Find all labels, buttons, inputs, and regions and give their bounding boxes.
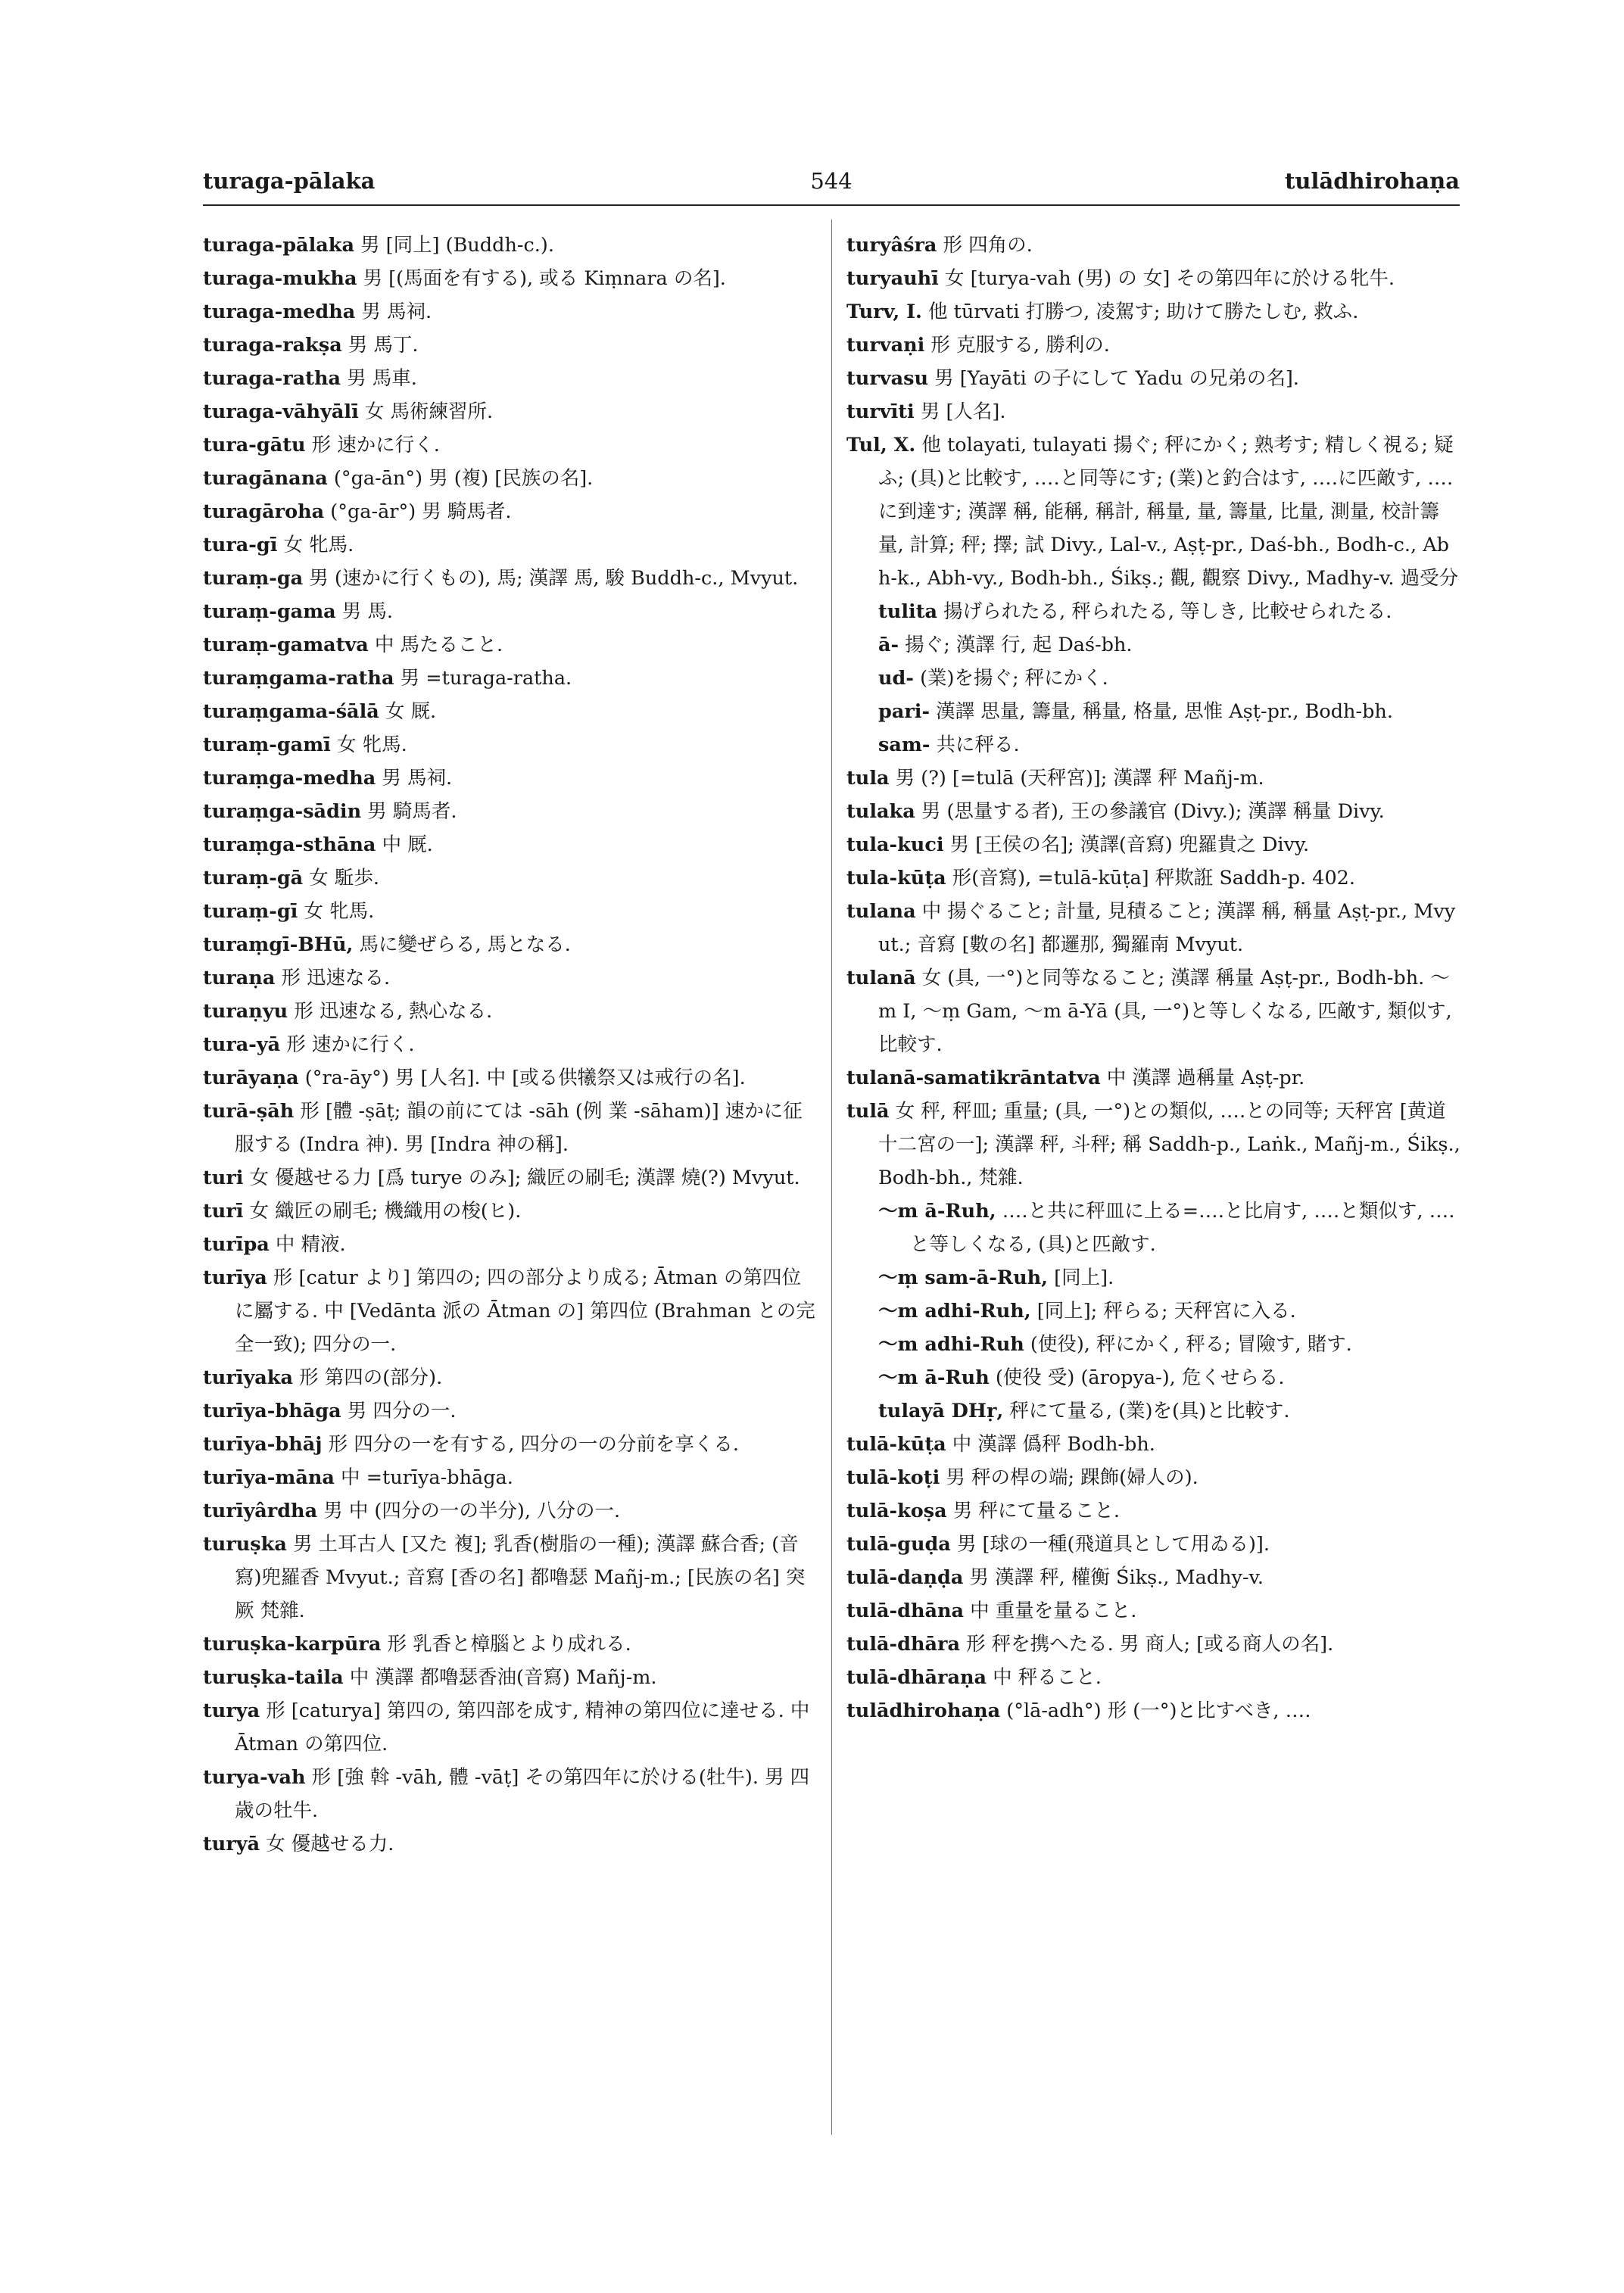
sub-entry — [846, 1261, 1461, 1294]
definition: (°lā-adh°) 形 (一°)と比すべき, ‥‥ — [1000, 1699, 1311, 1722]
headword: tulanā-samatikrāntatva — [846, 1067, 1101, 1089]
definition: 男 漢譯 秤, 權衡 Śikṣ., Madhy-v. — [963, 1566, 1264, 1589]
headword: pari- — [878, 700, 930, 723]
definition: 揚ぐ; 漢譯 行, 起 Daś-bh. — [899, 634, 1133, 656]
definition: 中 漢譯 過稱量 Aṣṭ-pr. — [1100, 1067, 1305, 1089]
headword: turaṃga-sādin — [203, 800, 362, 823]
dictionary-entry — [203, 428, 818, 462]
definition: 形 迅速なる, 熱心なる. — [288, 1000, 493, 1023]
definition: 中 漢譯 僞秤 Bodh-bh. — [946, 1433, 1155, 1456]
dictionary-entry — [846, 428, 1461, 595]
headword: tura-gātu — [203, 434, 306, 456]
headword: tulā-daṇḍa — [846, 1566, 964, 1589]
dictionary-entry — [203, 1428, 818, 1461]
definition: 形 速かに行く. — [280, 1033, 415, 1056]
dictionary-entry — [846, 861, 1461, 895]
dictionary-entry — [203, 495, 818, 528]
dictionary-entry — [203, 928, 818, 961]
dictionary-entry — [203, 628, 818, 662]
dictionary-entry — [203, 995, 818, 1028]
headword: turaṃ-ga — [203, 567, 304, 590]
headword: turaṃga-medha — [203, 767, 376, 790]
headword: sam- — [878, 734, 930, 756]
dictionary-entry — [203, 1095, 818, 1161]
definition: [同上]; 秤らる; 天秤宮に入る. — [1030, 1300, 1296, 1323]
dictionary-entry — [203, 295, 818, 329]
column-divider — [831, 220, 832, 2135]
headword: turīyaka — [203, 1366, 293, 1389]
dictionary-entry — [846, 828, 1461, 861]
definition: 男 [王侯の名]; 漢譯(音寫) 兜羅貴之 Divy. — [943, 833, 1310, 856]
running-header — [203, 168, 1460, 204]
headword: turagānana — [203, 467, 328, 490]
headword: tulādhirohaṇa — [846, 1699, 1001, 1722]
headword: turaṃgama-ratha — [203, 667, 394, 690]
definition: (°ra-āy°) 男 [人名]. 中 [或る供犧祭又は戒行の名]. — [298, 1067, 746, 1089]
dictionary-entry — [846, 895, 1461, 961]
dictionary-entry — [203, 562, 818, 595]
dictionary-entry — [203, 1394, 818, 1428]
headword: turaṃ-gī — [203, 900, 298, 923]
sub-entry — [846, 1294, 1461, 1328]
headword: tulā-dhāna — [846, 1600, 965, 1622]
definition: 形 四角の. — [937, 234, 1033, 257]
definition: 男 馬丁. — [341, 334, 419, 357]
headword: tulana — [846, 900, 916, 923]
definition: 男 [(馬面を有する), 或る Kiṃnara の名]. — [357, 267, 726, 290]
page-number: 544 — [810, 168, 853, 194]
headword: turā-ṣāh — [203, 1100, 295, 1123]
headword: turuṣka-taila — [203, 1666, 344, 1689]
headword: Turv, I. — [846, 301, 922, 323]
definition: 中 厩. — [376, 833, 433, 856]
definition: 男 [人名]. — [914, 400, 1006, 423]
definition: 形 [強 斡 -vāh, 體 -vāṭ] その第四年に於ける(牡牛). 男 四歳の牡牛. — [235, 1766, 810, 1822]
definition: 形 速かに行く. — [305, 434, 440, 456]
headword: tulā-koṣa — [846, 1500, 947, 1522]
headword: tulayā DHṛ, — [878, 1400, 1004, 1422]
dictionary-entry — [846, 1461, 1461, 1494]
definition: 中 秤ること. — [987, 1666, 1102, 1689]
definition: 男 土耳古人 [又た 複]; 乳香(樹脂の一種); 漢譯 蘇合香; (音寫)兜羅香 Mvyut.; 音寫 [香の名] 都嚕瑟 Mañj-m.; [民族の名] 突厥 梵雜. — [235, 1533, 806, 1622]
headword: turīya-māna — [203, 1466, 335, 1489]
dictionary-entry — [203, 762, 818, 795]
headword: turīyârdha — [203, 1500, 318, 1522]
headword: tura-gī — [203, 534, 278, 556]
dictionary-entry — [203, 961, 818, 995]
dictionary-entry — [203, 795, 818, 828]
definition: 形 四分の一を有する, 四分の一の分前を享くる. — [322, 1433, 740, 1456]
definition: 男 (?) [=tulā (天秤宮)]; 漢譯 秤 Mañj-m. — [889, 767, 1264, 790]
dictionary-entry — [846, 1528, 1461, 1561]
dictionary-entry — [203, 895, 818, 928]
dictionary-entry — [203, 1528, 818, 1628]
headword: ～m adhi-Ruh, — [878, 1300, 1031, 1323]
definition: 女 牝馬. — [330, 734, 407, 756]
headword: ～m adhi-Ruh — [878, 1333, 1024, 1356]
headword: turāyaṇa — [203, 1067, 299, 1089]
definition: 中 揚ぐること; 計量, 見積ること; 漢譯 稱, 稱量 Aṣṭ-pr., Mvyut.; 音寫 [數の名] 都邏那, 獨羅南 Mvyut. — [878, 900, 1456, 956]
definition: 形 乳香と樟腦とより成れる. — [381, 1633, 631, 1656]
dictionary-entry — [846, 1694, 1461, 1728]
definition: 男 騎馬者. — [361, 800, 457, 823]
definition: 女 [turya-vah (男) の 女] その第四年に於ける牝牛. — [938, 267, 1395, 290]
definition: 中 馬たること. — [368, 634, 503, 656]
dictionary-entry — [846, 395, 1461, 428]
dictionary-entry — [203, 1461, 818, 1494]
sub-entry — [846, 628, 1461, 662]
headword: tulā — [846, 1100, 890, 1123]
definition: 女 優越せる力. — [260, 1833, 394, 1855]
header-right-guideword: tulādhirohaṇa — [1284, 168, 1460, 194]
headword: turī — [203, 1200, 244, 1223]
headword: turyâśra — [846, 234, 937, 257]
headword: turagāroha — [203, 500, 325, 523]
headword: Tul, X. — [846, 434, 916, 456]
dictionary-entry — [203, 1361, 818, 1394]
definition: 女 牝馬. — [277, 534, 354, 556]
definition: 男 =turaga-ratha. — [394, 667, 572, 690]
headword: turyauhī — [846, 267, 939, 290]
definition: ‥‥と共に秤皿に上る=‥‥と比肩す, ‥‥と類似す, ‥‥と等しくなる, (具)と匹敵す. — [910, 1200, 1455, 1256]
definition: 男 秤にて量ること. — [946, 1500, 1120, 1522]
headword: turaṇa — [203, 967, 276, 989]
dictionary-entry — [846, 1428, 1461, 1461]
definition: 女 厩. — [379, 700, 437, 723]
dictionary-entry — [846, 1594, 1461, 1628]
headword: ～ṃ sam-ā-Ruh, — [878, 1266, 1049, 1289]
definition: 秤にて量る, (業)を(具)と比較す. — [1003, 1400, 1290, 1422]
headword: tulā-guḍa — [846, 1533, 951, 1556]
definition: 男 [Yayāti の子にして Yadu の兄弟の名]. — [928, 367, 1299, 390]
definition: 女 駈歩. — [303, 867, 380, 889]
dictionary-entry — [203, 1628, 818, 1661]
headword: turaṃgī-BHū, — [203, 933, 354, 956]
dictionary-entry — [846, 229, 1461, 262]
headword: turaga-mukha — [203, 267, 357, 290]
headword: turīya-bhāga — [203, 1400, 341, 1422]
definition: 中 重量を量ること. — [964, 1600, 1137, 1622]
dictionary-entry — [203, 1028, 818, 1061]
dictionary-entry — [203, 695, 818, 728]
definition: 男 馬車. — [341, 367, 417, 390]
definition: 男 馬祠. — [355, 301, 432, 323]
sub-entry — [846, 1328, 1461, 1361]
definition: 形 [體 -ṣāṭ; 韻の前にては -sāh (例 業 -sāham)] 速かに征服する (Indra 神). 男 [Indra 神の稱]. — [235, 1100, 803, 1156]
dictionary-entry — [203, 462, 818, 495]
definition: (°ga-ār°) 男 騎馬者. — [324, 500, 512, 523]
headword: turaṃ-gā — [203, 867, 304, 889]
definition: 形 秤を携へたる. 男 商人; [或る商人の名]. — [959, 1633, 1334, 1656]
dictionary-entry — [203, 1761, 818, 1827]
definition: 女 織匠の刷毛; 機織用の梭(ヒ). — [243, 1200, 522, 1223]
headword: turaṃ-gamatva — [203, 634, 369, 656]
dictionary-entry — [203, 229, 818, 262]
headword: tulā-kūṭa — [846, 1433, 946, 1456]
dictionary-entry — [203, 861, 818, 895]
dictionary-entry — [203, 395, 818, 428]
dictionary-entry — [846, 1095, 1461, 1195]
definition: 男 馬. — [335, 600, 394, 623]
definition: 男 (速かに行くもの), 馬; 漢譯 馬, 駿 Buddh-c., Mvyut. — [303, 567, 799, 590]
definition: 中 精液. — [269, 1233, 346, 1256]
headword: turaga-ratha — [203, 367, 341, 390]
dictionary-entry — [203, 1228, 818, 1261]
headword: turuṣka — [203, 1533, 287, 1556]
definition: 他 tūrvati 打勝つ, 凌駕す; 助けて勝たしむ, 救ふ. — [921, 301, 1359, 323]
definition: (°ga-ān°) 男 (複) [民族の名]. — [327, 467, 594, 490]
headword: ～m ā-Ruh — [878, 1366, 990, 1389]
headword: turaga-rakṣa — [203, 334, 342, 357]
definition: 女 牝馬. — [298, 900, 375, 923]
headword: tulita — [878, 600, 937, 623]
headword: turaṃga-sthāna — [203, 833, 376, 856]
right-column — [846, 229, 1461, 1728]
dictionary-entry — [203, 1195, 818, 1228]
headword: turyā — [203, 1833, 260, 1855]
dictionary-entry — [203, 329, 818, 362]
headword: turaga-vāhyālī — [203, 400, 359, 423]
headword: turvasu — [846, 367, 928, 390]
definition: 共に秤る. — [930, 734, 1020, 756]
dictionary-entry — [846, 795, 1461, 828]
headword: tulaka — [846, 800, 915, 823]
dictionary-entry — [203, 1061, 818, 1095]
dictionary-entry — [846, 362, 1461, 395]
headword: tula-kuci — [846, 833, 944, 856]
headword: tula-kūṭa — [846, 867, 946, 889]
headword: turaṇyu — [203, 1000, 288, 1023]
headword: turvaṇi — [846, 334, 925, 357]
definition: 形 克服する, 勝利の. — [924, 334, 1110, 357]
definition: 形 [caturya] 第四の, 第四部を成す, 精神の第四位に達せる. 中 Ātman の第四位. — [235, 1699, 810, 1756]
definition: [同上]. — [1048, 1266, 1114, 1289]
definition: 女 (具, 一°)と同等なること; 漢譯 稱量 Aṣṭ-pr., Bodh-bh. ～m I, ～ṃ Gam, ～m ā-Yā (具, 一°)と等しくなる, 匹敵す, 類似す, 比較す. — [878, 967, 1452, 1056]
headword: tulanā — [846, 967, 916, 989]
dictionary-entry — [846, 1494, 1461, 1528]
dictionary-entry — [846, 961, 1461, 1061]
sub-entry — [846, 595, 1461, 628]
headword: tulā-dhāraṇa — [846, 1666, 987, 1689]
dictionary-entry — [203, 728, 818, 762]
dictionary-entry — [203, 1261, 818, 1361]
headword: turaṃ-gamī — [203, 734, 331, 756]
headword: tura-yā — [203, 1033, 281, 1056]
sub-entry — [846, 728, 1461, 762]
definition: 他 tolayati, tulayati 揚ぐ; 秤にかく; 熟考す; 精しく視る; 疑ふ; (具)と比較す, ‥‥と同等にす; (業)と釣合はす, ‥‥に匹敵す, ‥‥に到達す; 漢譯 稱, 能稱, 稱計, 稱量, 量, 籌量, 比量, 測量, 校計籌量, 計算; 秤; 擇; 試 Divy., Lal-v., Aṣṭ-pr., Daś-bh., Bodh-c., Abh-k., Abh-vy., Bodh-bh., Śikṣ.; 觀, 觀察 Divy., Madhy-v. 過受分 — [878, 434, 1459, 590]
definition: 揚げられたる, 秤られたる, 等しき, 比較せられたる. — [937, 600, 1392, 623]
dictionary-entry — [203, 1661, 818, 1694]
definition: 男 (思量する者), 王の參議官 (Divy.); 漢譯 稱量 Divy. — [915, 800, 1385, 823]
definition: (業)を揚ぐ; 秤にかく. — [913, 667, 1108, 690]
headword: turya — [203, 1699, 260, 1722]
header-left-guideword: turaga-pālaka — [203, 168, 376, 194]
definition: 形 第四の(部分). — [292, 1366, 443, 1389]
dictionary-entry — [846, 329, 1461, 362]
definition: 男 秤の桿の端; 踝飾(婦人の). — [940, 1466, 1199, 1489]
sub-entry — [846, 1195, 1461, 1261]
dictionary-entry — [203, 1694, 818, 1761]
definition: 中 漢譯 都嚕瑟香油(音寫) Mañj-m. — [343, 1666, 657, 1689]
dictionary-entry — [203, 262, 818, 295]
definition: 中 =turīya-bhāga. — [334, 1466, 513, 1489]
headword: tulā-dhāra — [846, 1633, 960, 1656]
left-column — [203, 229, 818, 1861]
dictionary-entry — [203, 362, 818, 395]
headword: turaṃ-gama — [203, 600, 336, 623]
dictionary-entry — [846, 1661, 1461, 1694]
dictionary-entry — [846, 262, 1461, 295]
dictionary-entry — [846, 762, 1461, 795]
dictionary-entry — [203, 528, 818, 562]
definition: 男 [同上] (Buddh-c.). — [354, 234, 554, 257]
dictionary-entry — [203, 595, 818, 628]
dictionary-entry — [203, 1494, 818, 1528]
headword: turya-vah — [203, 1766, 306, 1789]
dictionary-entry — [846, 295, 1461, 329]
headword: ud- — [878, 667, 914, 690]
definition: 漢譯 思量, 籌量, 稱量, 格量, 思惟 Aṣṭ-pr., Bodh-bh. — [930, 700, 1393, 723]
definition: 男 四分の一. — [341, 1400, 457, 1422]
headword: tula — [846, 767, 890, 790]
dictionary-entry — [203, 1161, 818, 1195]
headword: turīya — [203, 1266, 267, 1289]
definition: 女 馬術練習所. — [358, 400, 494, 423]
headword: turaṃgama-śālā — [203, 700, 379, 723]
headword: turaga-medha — [203, 301, 356, 323]
dictionary-entry — [203, 1827, 818, 1861]
definition: 男 馬祠. — [376, 767, 453, 790]
headword: turīpa — [203, 1233, 270, 1256]
headword: ā- — [878, 634, 899, 656]
headword: turuṣka-karpūra — [203, 1633, 382, 1656]
sub-entry — [846, 662, 1461, 695]
headword: turīya-bhāj — [203, 1433, 323, 1456]
definition: 馬に變ぜらる, 馬となる. — [353, 933, 571, 956]
definition: 形 迅速なる. — [275, 967, 391, 989]
sub-entry — [846, 695, 1461, 728]
sub-entry — [846, 1394, 1461, 1428]
definition: 男 [球の一種(飛道具として用ゐる)]. — [950, 1533, 1270, 1556]
definition: (使役), 秤にかく, 秤る; 冒險す, 賭す. — [1024, 1333, 1352, 1356]
dictionary-entry — [203, 662, 818, 695]
headword: turaga-pālaka — [203, 234, 354, 257]
dictionary-entry — [846, 1628, 1461, 1661]
headword: turi — [203, 1167, 244, 1189]
definition: 女 優越せる力 [爲 turye のみ]; 織匠の刷毛; 漢譯 燒(?) Mvyut. — [243, 1167, 800, 1189]
definition: 形 [catur より] 第四の; 四の部分より成る; Ātman の第四位に屬する. 中 [Vedānta 派の Ātman の] 第四位 (Brahman との完全一致); 四分の一. — [235, 1266, 815, 1356]
headword: turvīti — [846, 400, 915, 423]
sub-entry — [846, 1361, 1461, 1394]
definition: 形(音寫), =tulā-kūṭa] 秤欺誑 Saddh-p. 402. — [946, 867, 1356, 889]
dictionary-entry — [203, 828, 818, 861]
header-rule — [203, 204, 1460, 206]
dictionary-entry — [846, 1561, 1461, 1594]
headword: ～m ā-Ruh, — [878, 1200, 996, 1223]
definition: 男 中 (四分の一の半分), 八分の一. — [317, 1500, 621, 1522]
definition: (使役 受) (āropya-), 危くせらる. — [989, 1366, 1285, 1389]
definition: 女 秤, 秤皿; 重量; (具, 一°)との類似, ‥‥との同等; 天秤宮 [黄道十二宮の一]; 漢譯 秤, 斗秤; 稱 Saddh-p., Laṅk., Mañj-m., Śikṣ., Bodh-bh., 梵雜. — [878, 1100, 1460, 1189]
headword: tulā-koṭi — [846, 1466, 940, 1489]
dictionary-entry — [846, 1061, 1461, 1095]
